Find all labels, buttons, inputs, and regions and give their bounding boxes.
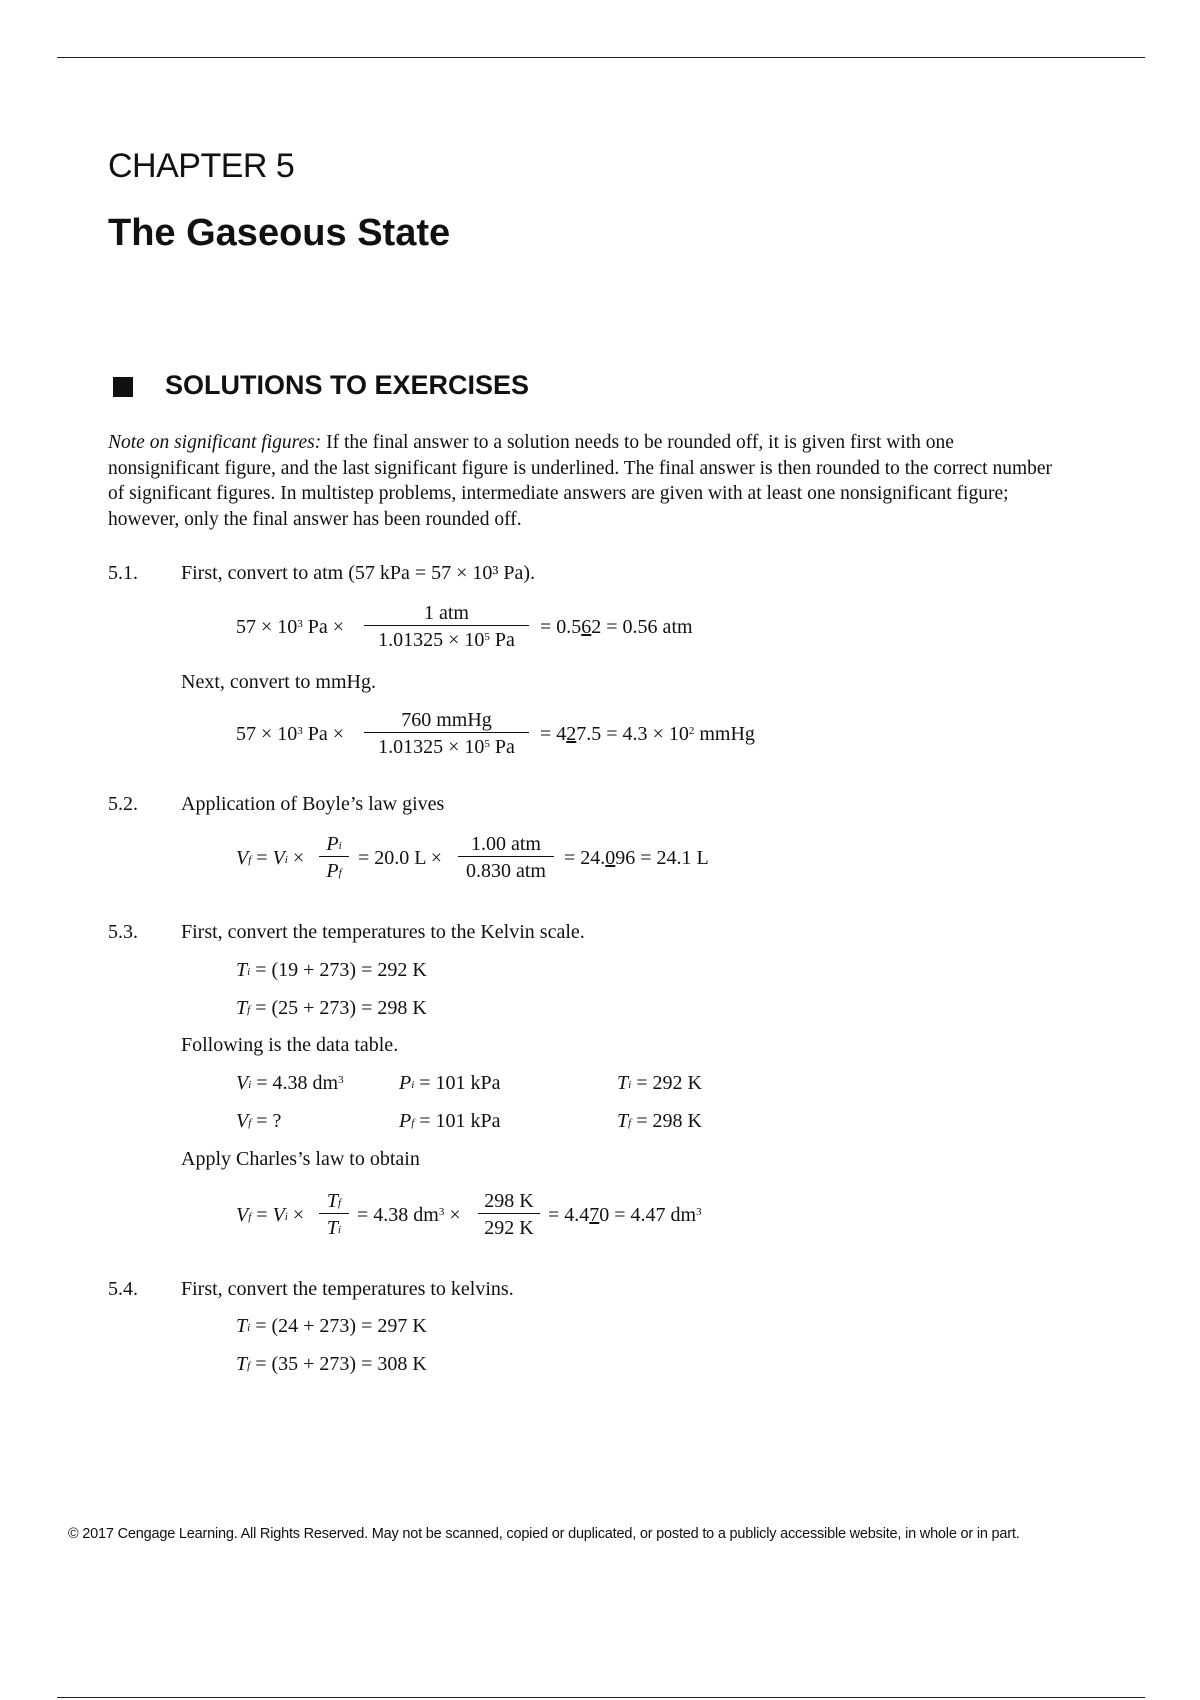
exercise-text: First, convert the temperatures to the Kelvin scale. xyxy=(181,921,585,943)
fraction xyxy=(318,1189,350,1240)
denominator: $1.01325 \times 10^5$ Pa xyxy=(364,625,529,652)
denominator: 0.830 atm xyxy=(458,856,554,883)
denominator: 292 K xyxy=(478,1213,540,1240)
note-paragraph xyxy=(108,430,1068,532)
equation-line: $T_f = (25 + 273) = 298$ K xyxy=(236,997,427,1019)
copyright-footer: © 2017 Cengage Learning. All Rights Reserved. May not be scanned, copied or duplicated, or posted to a publicly accessible website, in whole or in part. xyxy=(68,1526,1020,1542)
equation-line: $T_i = (19 + 273) = 292$ K xyxy=(236,959,427,981)
equation-result: = 24.096 = 24.1 L xyxy=(564,847,709,869)
top-rule xyxy=(57,57,1145,58)
equation-result: = 0.562 = 0.56 atm xyxy=(540,616,693,638)
equation-result: = $427.5 = 4.3 \times 10^2$ mmHg xyxy=(540,723,755,745)
note-text: If the final answer to a solution needs to be rounded off, it is given first with one nonsignificant figure, and the last significant figure is underlined. The final answer is then rounded to the correct number of significant figures. In multistep problems, intermediate answers are given with at least one nonsignificant figure; however, only the final answer has been rounded off. xyxy=(108,432,1053,530)
exercise-text: Application of Boyle’s law gives xyxy=(181,793,445,815)
numerator: 298 K xyxy=(484,1190,534,1212)
exercise-number: 5.1. xyxy=(108,562,138,584)
fraction xyxy=(478,1189,540,1240)
exercise-text: Apply Charles’s law to obtain xyxy=(181,1148,420,1170)
data-table-cell: $V_i = 4.38$ $dm^3$ xyxy=(236,1072,344,1094)
denominator: $P_f$ xyxy=(319,856,349,883)
equation-term: $57 \times 10^3$ Pa × xyxy=(236,616,345,638)
data-table-cell: $P_i = 101$ kPa xyxy=(399,1072,501,1094)
chapter-label: CHAPTER 5 xyxy=(108,147,295,185)
equation-term: $V_f = V_i$ × xyxy=(236,847,305,869)
section-heading: SOLUTIONS TO EXERCISES xyxy=(165,370,530,400)
numerator: $T_f$ xyxy=(326,1190,342,1212)
equation-term: = 4.38 $dm^3$ × xyxy=(357,1204,461,1226)
equation-term: = 20.0 L × xyxy=(358,847,443,869)
exercise-number: 5.2. xyxy=(108,793,138,815)
section-square-icon xyxy=(113,377,133,397)
equation-line: $T_i = (24 + 273) = 297$ K xyxy=(236,1315,427,1337)
numerator: 1.00 atm xyxy=(471,833,541,855)
fraction xyxy=(364,601,529,652)
fraction xyxy=(458,832,554,883)
note-label: Note on significant figures: xyxy=(108,432,322,453)
data-table-cell: $T_f = 298$ K xyxy=(617,1110,702,1132)
page-title: The Gaseous State xyxy=(108,212,451,254)
equation-result: = 4.470 = 4.47 $dm^3$ xyxy=(548,1204,702,1226)
equation-term: $57 \times 10^3$ Pa × xyxy=(236,723,345,745)
exercise-number: 5.3. xyxy=(108,921,138,943)
exercise-number: 5.4. xyxy=(108,1278,138,1300)
bottom-rule xyxy=(57,1697,1145,1698)
numerator: 1 atm xyxy=(424,602,469,624)
equation-term: $V_f = V_i$ × xyxy=(236,1204,305,1226)
exercise-text: Following is the data table. xyxy=(181,1034,399,1056)
fraction xyxy=(318,832,350,883)
data-table-cell: $P_f = 101$ kPa xyxy=(399,1110,501,1132)
denominator: $T_i$ xyxy=(319,1213,349,1240)
fraction xyxy=(364,708,529,759)
denominator: $1.01325 \times 10^5$ Pa xyxy=(364,732,529,759)
data-table-cell: $V_f$ = ? xyxy=(236,1110,282,1132)
exercise-text: Next, convert to mmHg. xyxy=(181,671,376,693)
numerator: 760 mmHg xyxy=(401,709,492,731)
numerator: $P_i$ xyxy=(326,833,342,855)
equation-line: $T_f = (35 + 273) = 308$ K xyxy=(236,1353,427,1375)
exercise-text: First, convert to atm (57 kPa = 57 × 10³ Pa). xyxy=(181,562,536,584)
exercise-text: First, convert the temperatures to kelvins. xyxy=(181,1278,514,1300)
data-table-cell: $T_i = 292$ K xyxy=(617,1072,702,1094)
